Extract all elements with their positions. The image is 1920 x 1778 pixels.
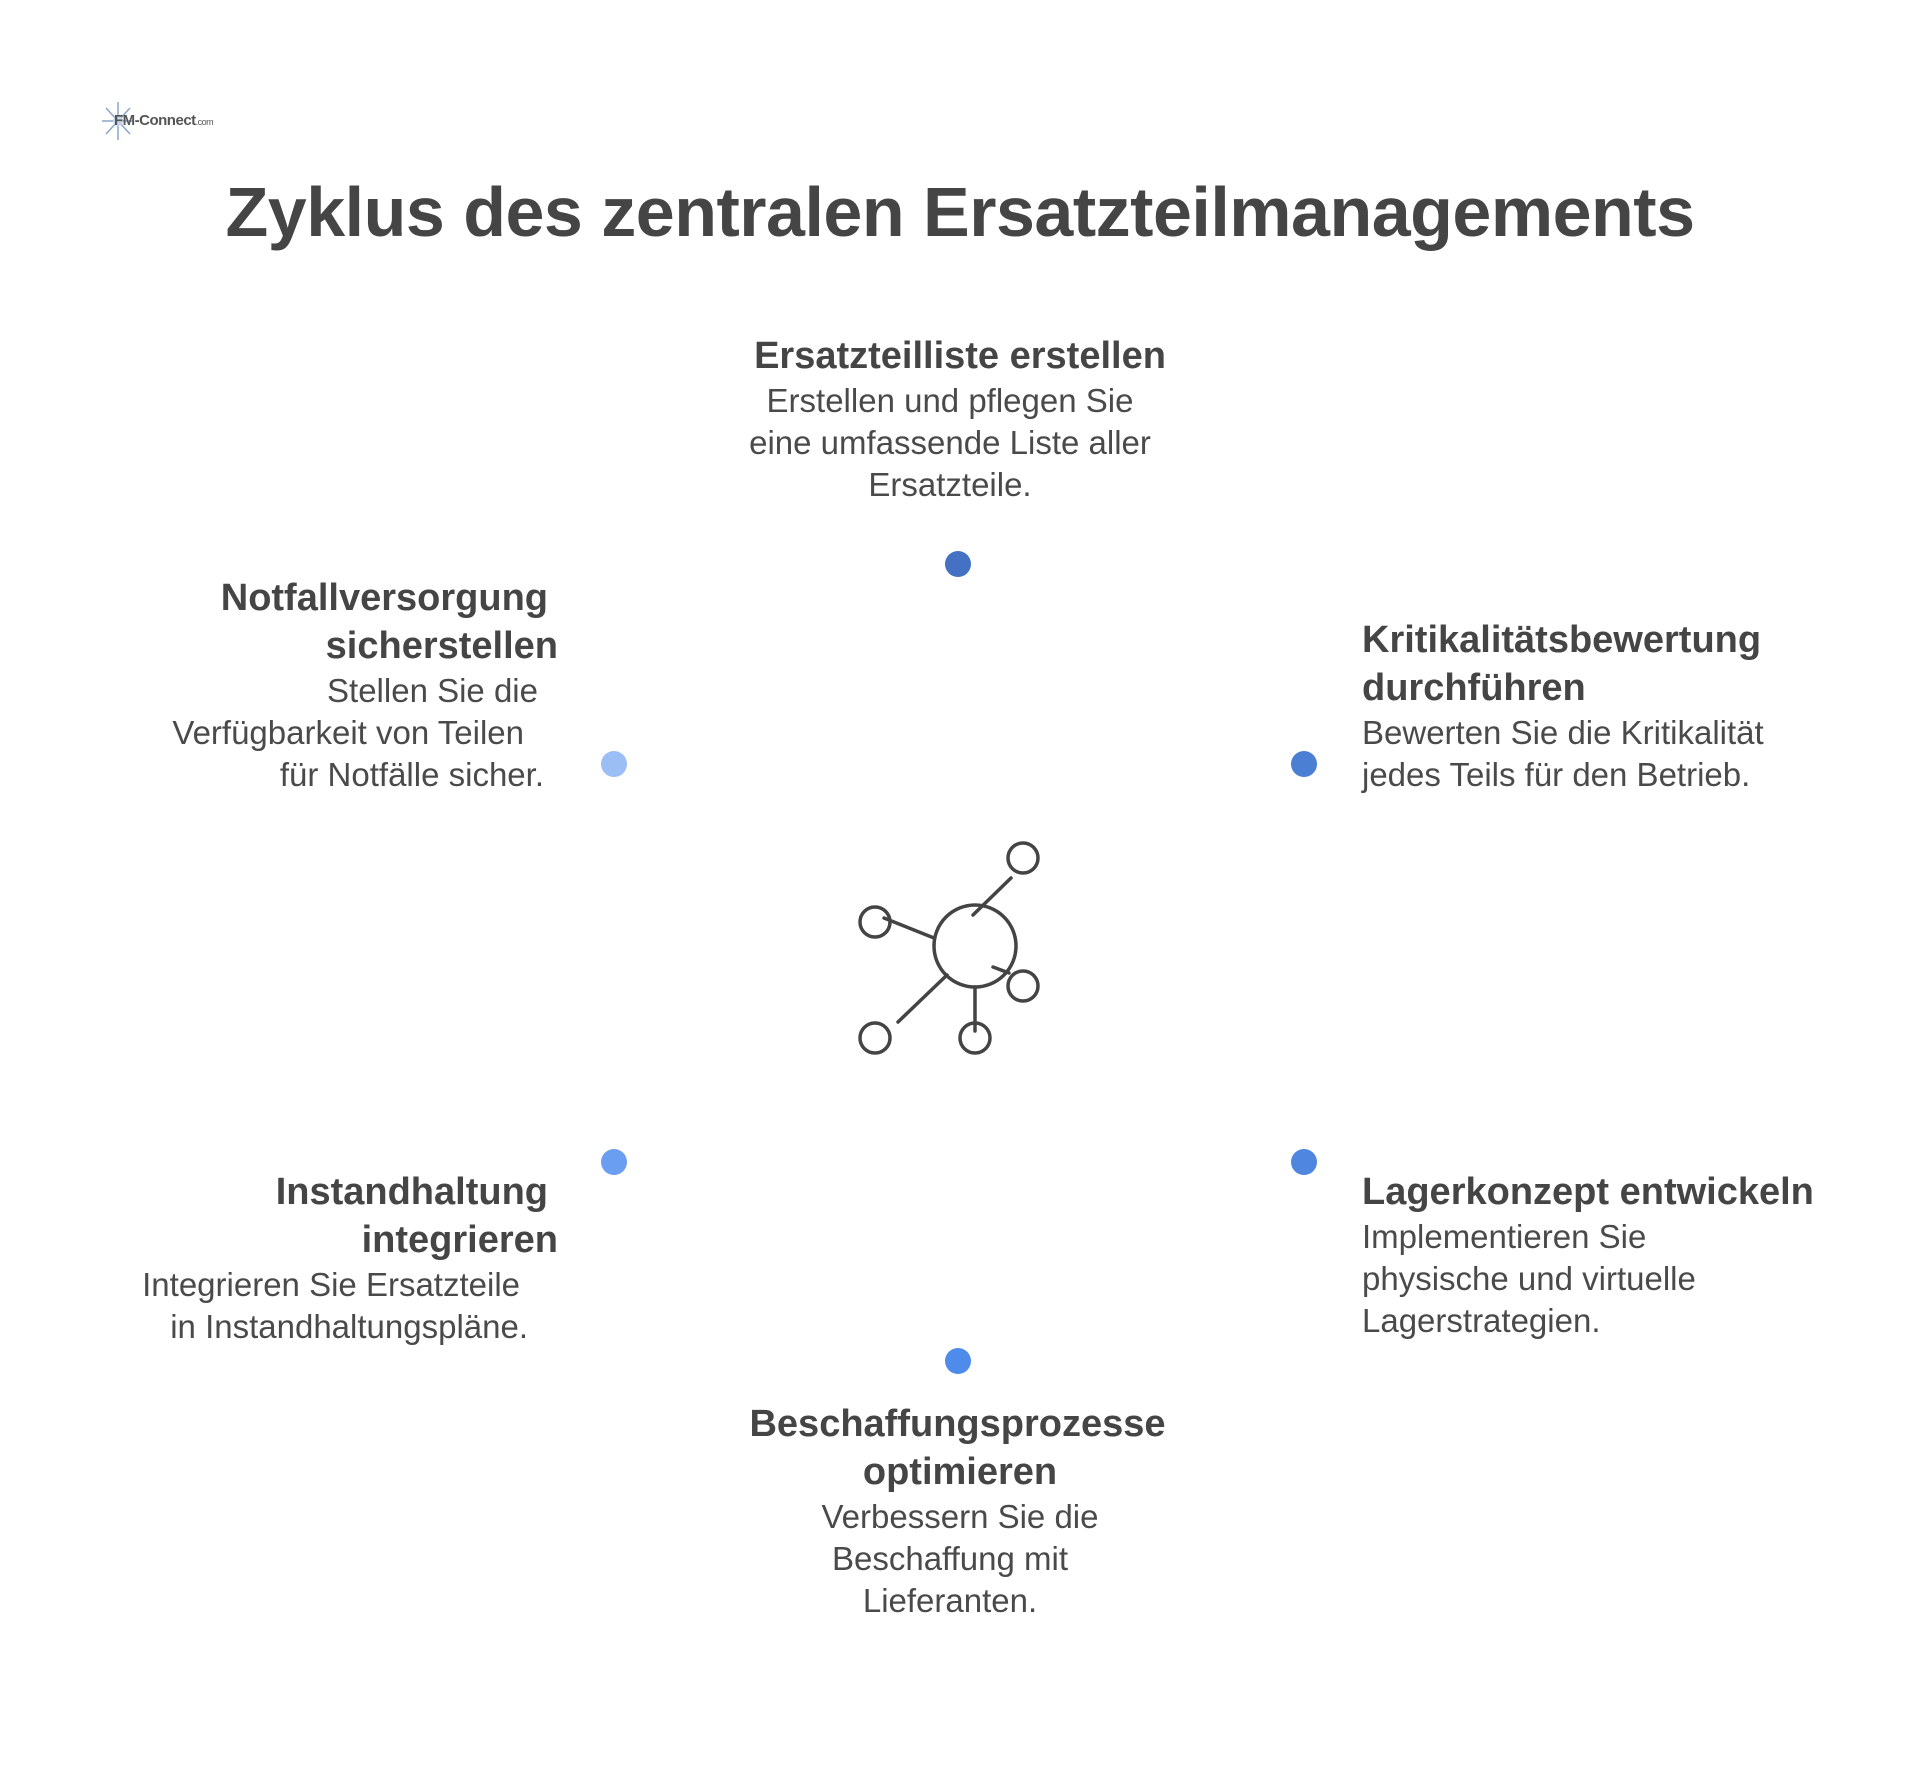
step-description-line: Ersatzteile. [868, 466, 1032, 503]
step-dot-beschaffung [945, 1348, 971, 1374]
step-description-line: Stellen Sie die [327, 672, 538, 709]
step-description-line: in Instandhaltungspläne. [170, 1308, 528, 1345]
step-dot-instandhaltung [601, 1149, 627, 1175]
step-title: Beschaffungsprozesse [749, 1403, 1166, 1445]
step-description-line: Integrieren Sie Ersatzteile [142, 1266, 520, 1303]
step-dot-notfall [601, 751, 627, 777]
step-description-line: Bewerten Sie die Kritikalität [1362, 714, 1764, 751]
step-description-line: Beschaffung mit [831, 1540, 1069, 1577]
step-title: integrieren [361, 1219, 558, 1261]
step-dot-kritikalitaet [1291, 751, 1317, 777]
step-description-line: Implementieren Sie [1362, 1218, 1647, 1255]
step-description-line: Verfügbarkeit von Teilen [172, 714, 524, 751]
step-title: sicherstellen [325, 625, 558, 667]
step-description-line: Verbessern Sie die [821, 1498, 1099, 1535]
step-lagerkonzept [1362, 1168, 1882, 1342]
step-title: Notfallversorgung [220, 577, 548, 619]
step-description-line: jedes Teils für den Betrieb. [1362, 756, 1751, 793]
step-dot-ersatzteilliste [945, 551, 971, 577]
step-ersatzteilliste [700, 332, 1220, 506]
step-description-line: Lieferanten. [862, 1582, 1038, 1619]
page-title: Zyklus des zentralen Ersatzteilmanagements [225, 173, 1695, 251]
step-title: Instandhaltung [275, 1171, 548, 1213]
step-title: durchführen [1362, 667, 1586, 709]
logo-wordmark: FM-Connect.com [114, 112, 214, 129]
step-kritikalitaet [1362, 616, 1862, 796]
step-description-line: für Notfälle sicher. [279, 756, 544, 793]
step-title: Lagerkonzept entwickeln [1362, 1171, 1814, 1213]
step-notfall [60, 574, 558, 796]
step-description-line: eine umfassende Liste aller [749, 424, 1151, 461]
step-title: optimieren [862, 1451, 1058, 1493]
step-description-line: physische und virtuelle [1362, 1260, 1696, 1297]
network-hub-icon [820, 830, 1090, 1100]
step-title: Kritikalitätsbewertung [1362, 619, 1762, 661]
step-description-line: Lagerstrategien. [1362, 1302, 1601, 1339]
step-beschaffung [700, 1400, 1220, 1622]
step-instandhaltung [60, 1168, 558, 1348]
step-title: Ersatzteilliste erstellen [754, 335, 1166, 377]
step-dot-lagerkonzept [1291, 1149, 1317, 1175]
step-description-line: Erstellen und pflegen Sie [766, 382, 1134, 419]
